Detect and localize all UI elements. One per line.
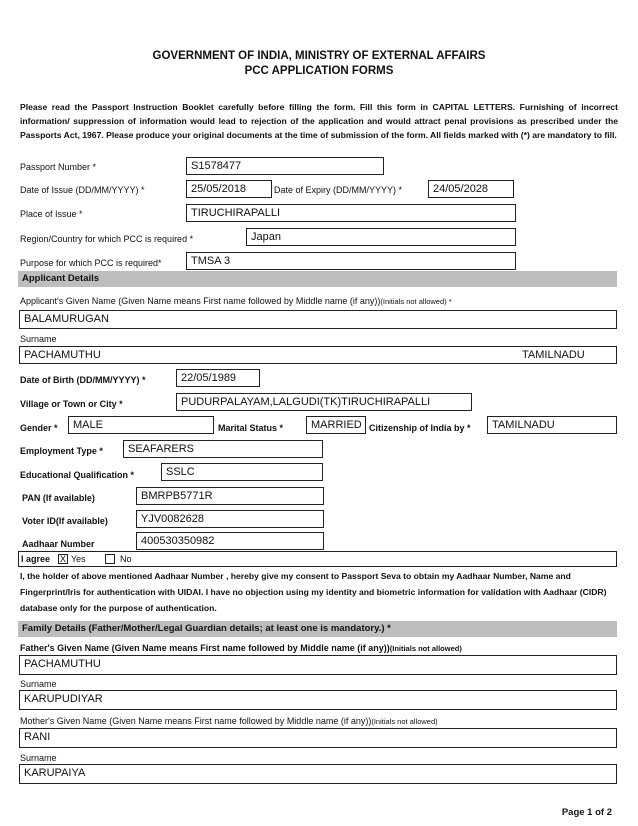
passport-number-field[interactable]: S1578477 — [186, 157, 384, 175]
consent-no-checkbox[interactable] — [105, 554, 115, 564]
father-given-name-field[interactable]: PACHAMUTHU — [19, 655, 617, 675]
place-of-issue-label: Place of Issue * — [20, 209, 83, 219]
citizenship-field[interactable]: TAMILNADU — [487, 416, 617, 434]
i-agree-label: I agree — [21, 554, 51, 564]
mother-given-name-label-text: Mother's Given Name (Given Name means First name followed by Middle name (if any)) — [20, 716, 372, 726]
pan-label: PAN (If available) — [22, 493, 95, 503]
gender-field[interactable]: MALE — [68, 416, 214, 434]
date-of-expiry-field[interactable]: 24/05/2028 — [428, 180, 514, 198]
employment-type-field[interactable]: SEAFARERS — [123, 440, 323, 458]
marital-status-field[interactable]: MARRIED — [306, 416, 366, 434]
pcc-purpose-label: Purpose for which PCC is required* — [20, 258, 162, 268]
father-given-name-label — [20, 643, 462, 653]
applicant-surname-extra: TAMILNADU — [522, 349, 585, 361]
applicant-given-name-label-text: Applicant's Given Name (Given Name means First name followed by Middle name (if any)) — [20, 296, 381, 306]
voter-id-label: Voter ID(If available) — [22, 516, 108, 526]
father-given-name-note: (Initials not allowed) — [389, 644, 462, 653]
mother-surname-label: Surname — [20, 753, 57, 763]
father-surname-field[interactable]: KARUPUDIYAR — [19, 690, 617, 710]
place-of-issue-field[interactable]: TIRUCHIRAPALLI — [186, 204, 516, 222]
mother-given-name-note: (Initials not allowed) — [371, 717, 438, 726]
pan-field[interactable]: BMRPB5771R — [136, 487, 324, 505]
employment-type-label: Employment Type * — [20, 446, 103, 456]
pcc-region-field[interactable]: Japan — [246, 228, 516, 246]
education-field[interactable]: SSLC — [161, 463, 323, 481]
form-title-line2: PCC APPLICATION FORMS — [244, 65, 394, 77]
pcc-purpose-field[interactable]: TMSA 3 — [186, 252, 516, 270]
applicant-surname-value: PACHAMUTHU — [24, 349, 101, 361]
village-label: Village or Town or City * — [20, 399, 123, 409]
applicant-details-header: Applicant Details — [18, 271, 617, 287]
marital-status-label: Marital Status * — [218, 423, 284, 433]
dob-field[interactable]: 22/05/1989 — [176, 369, 260, 387]
village-field[interactable]: PUDURPALAYAM,LALGUDI(TK)TIRUCHIRAPALLI — [176, 393, 472, 411]
dob-label: Date of Birth (DD/MM/YYYY) * — [20, 375, 146, 385]
date-of-issue-label: Date of Issue (DD/MM/YYYY) * — [20, 185, 145, 195]
passport-number-label: Passport Number * — [20, 162, 97, 172]
father-surname-label: Surname — [20, 679, 57, 689]
date-of-expiry-label: Date of Expiry (DD/MM/YYYY) * — [274, 185, 403, 195]
mother-surname-field[interactable]: KARUPAIYA — [19, 764, 617, 784]
consent-row — [18, 551, 617, 567]
pcc-region-label: Region/Country for which PCC is required * — [20, 234, 194, 244]
consent-yes-checkbox[interactable]: X — [59, 554, 66, 564]
aadhaar-field[interactable]: 400530350982 — [136, 532, 324, 550]
voter-id-field[interactable]: YJV0082628 — [136, 510, 324, 528]
applicant-surname-field[interactable] — [19, 346, 617, 364]
form-title-line1: GOVERNMENT OF INDIA, MINISTRY OF EXTERNAL AFFAIRS — [152, 50, 486, 62]
applicant-given-name-field[interactable]: BALAMURUGAN — [19, 310, 617, 329]
consent-yes-label: Yes — [71, 554, 86, 564]
applicant-surname-label: Surname — [20, 334, 57, 344]
consent-text: I, the holder of above mentioned Aadhaar Number , hereby give my consent to Passport Seva to obtain my Aadhaar Number, Name and Fingerprint/Iris for authentication with UIDAI. I have no objection using my identity and biometric information for validation with Aadhaar (CIDR) database only for the purpose of authentication. — [20, 571, 607, 613]
consent-no-label: No — [120, 554, 132, 564]
date-of-issue-field[interactable]: 25/05/2018 — [186, 180, 272, 198]
father-given-name-label-text: Father's Given Name (Given Name means First name followed by Middle name (if any)) — [20, 643, 390, 653]
instructions-text: Please read the Passport Instruction Booklet carefully before filling the form. Fill this form in CAPITAL LETTERS. Furnishing of incorrect information/ suppression of information would lead to rejection of the application and would attract penal provisions as prescribed under the Passports Act, 1967. Please produce your original documents at the time of submission of the form. All fields marked with (*) are mandatory to fill. — [20, 102, 618, 140]
mother-given-name-label — [20, 716, 438, 726]
family-details-header: Family Details (Father/Mother/Legal Guardian details; at least one is mandatory.) * — [18, 621, 617, 637]
mother-given-name-field[interactable]: RANI — [19, 728, 617, 748]
aadhaar-label: Aadhaar Number — [22, 539, 95, 549]
education-label: Educational Qualification * — [20, 470, 135, 480]
page-number: Page 1 of 2 — [561, 807, 612, 818]
citizenship-label: Citizenship of India by * — [369, 423, 471, 433]
applicant-given-name-note: (Initials not allowed) * — [380, 297, 452, 306]
gender-label: Gender * — [20, 423, 58, 433]
applicant-given-name-label — [20, 296, 452, 306]
